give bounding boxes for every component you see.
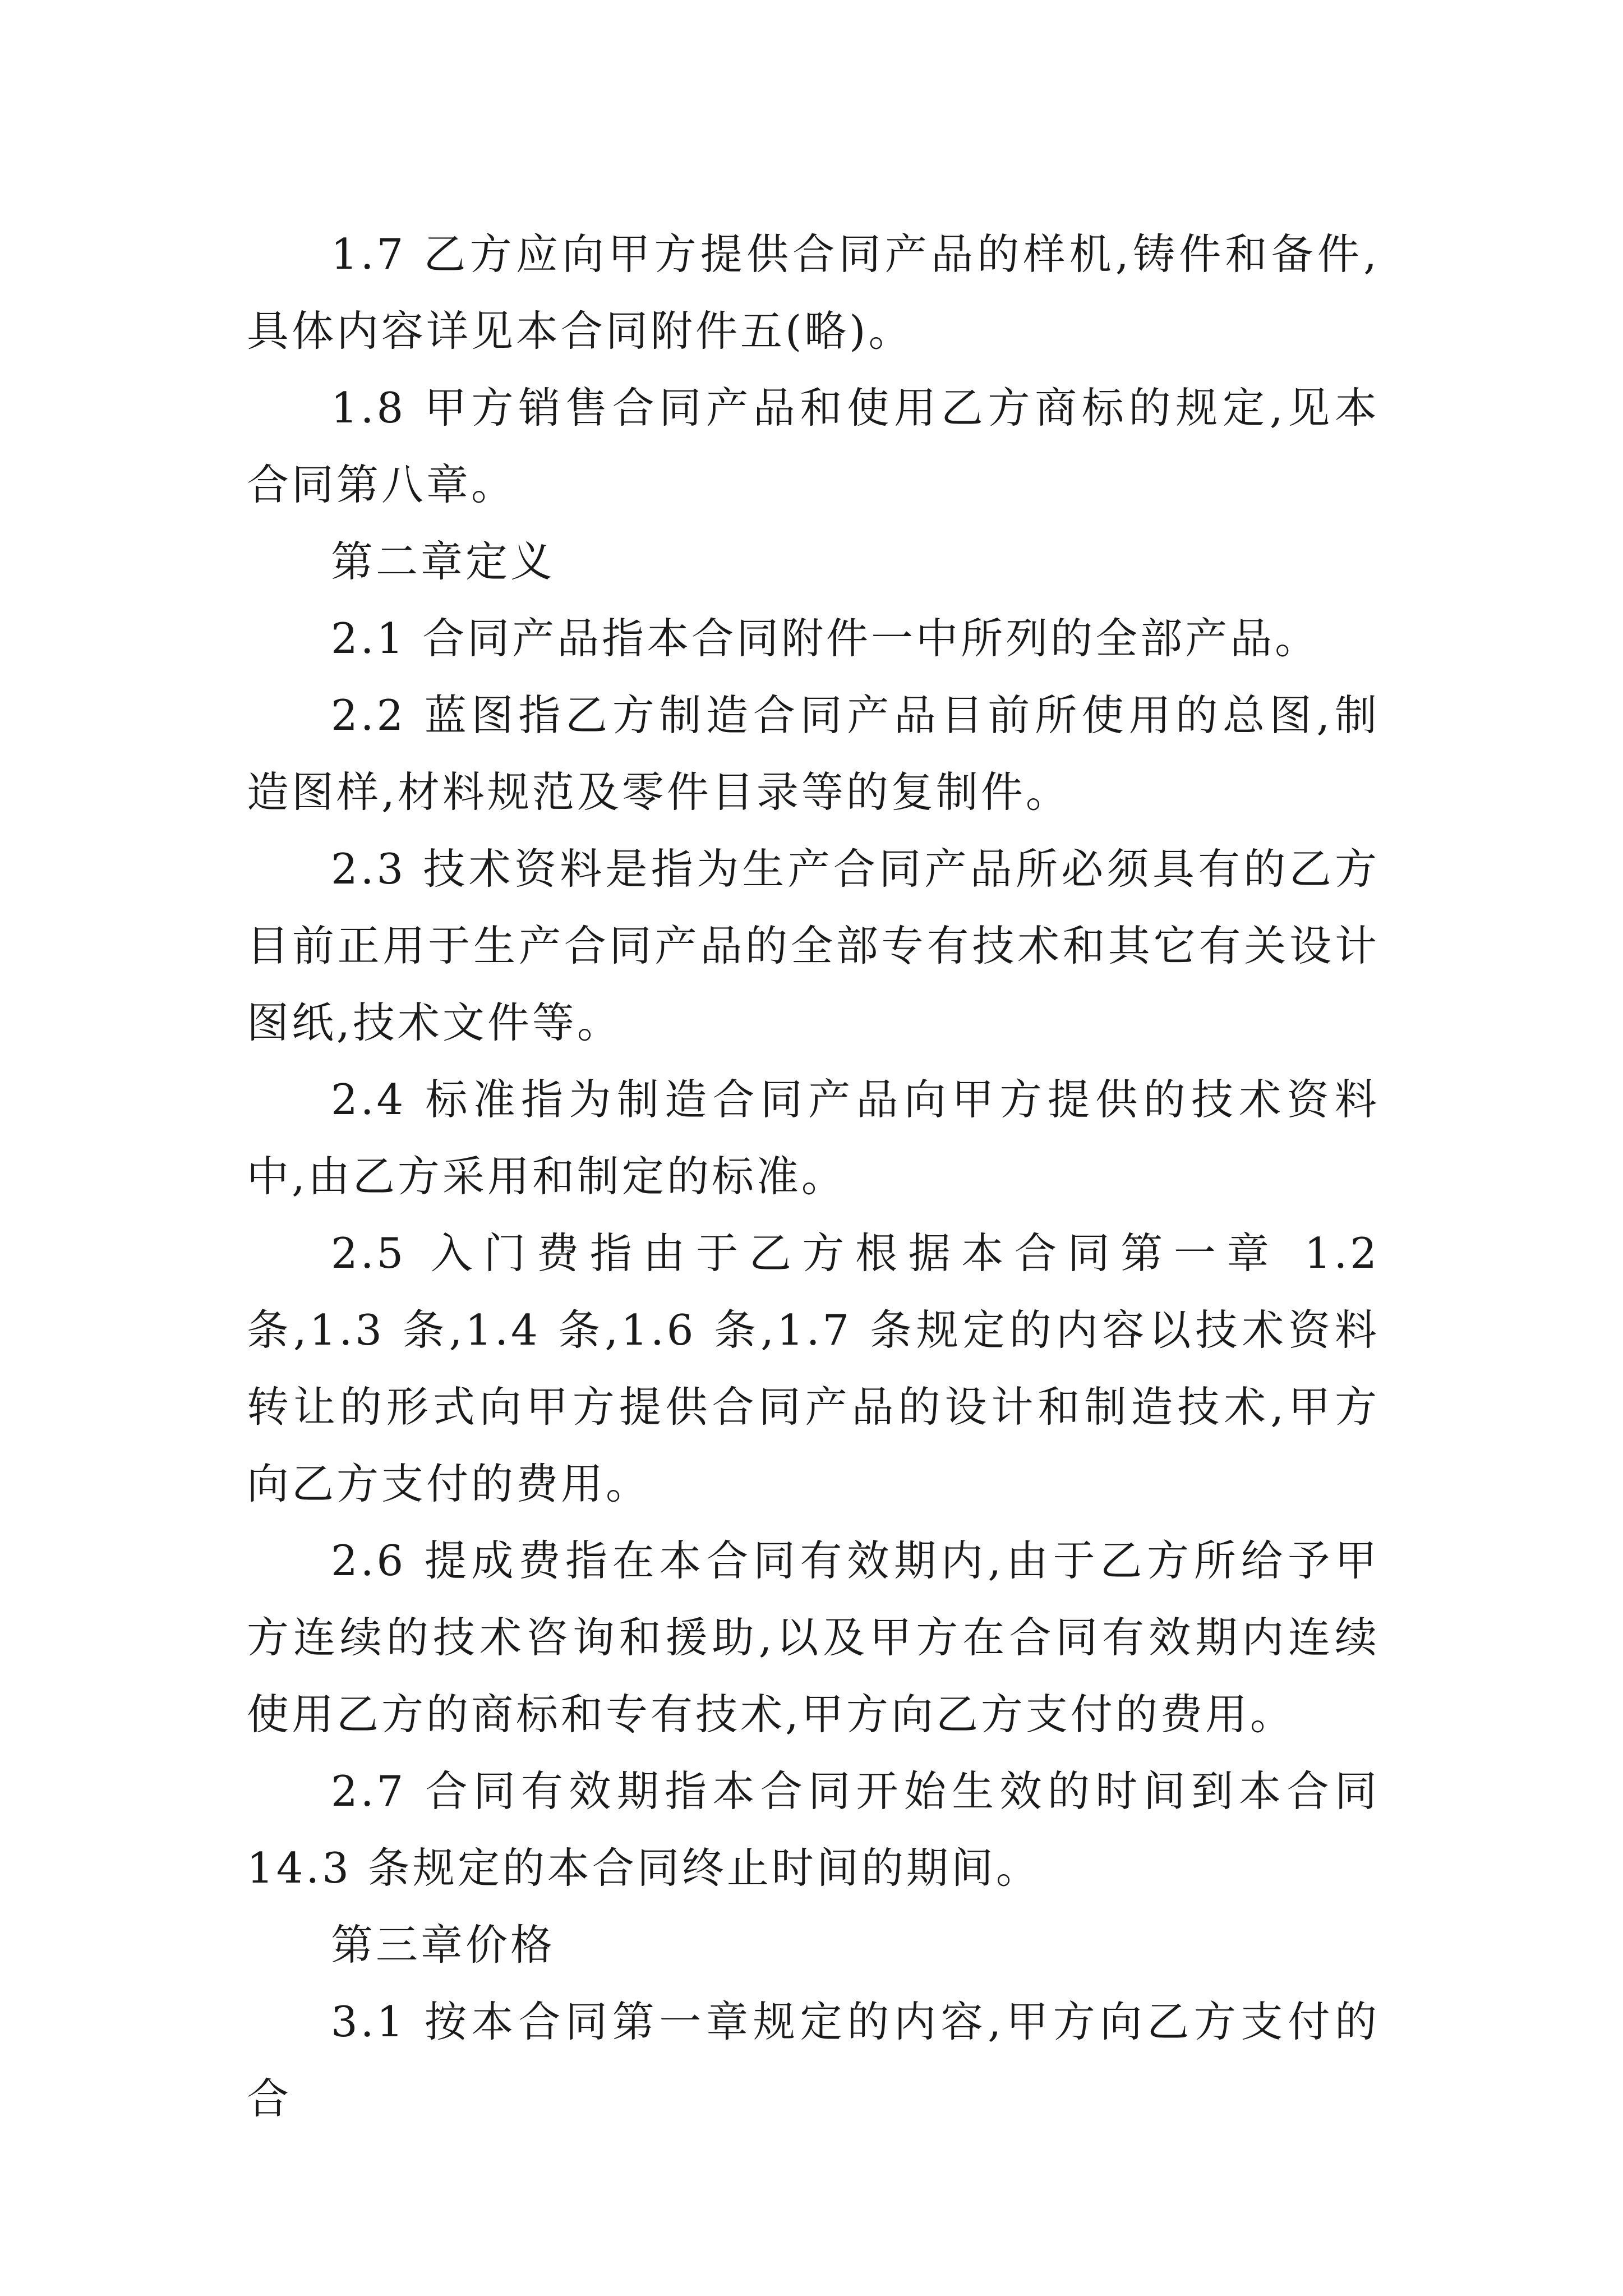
clause-2-6: 2.6 提成费指在本合同有效期内,由于乙方所给予甲方连续的技术咨询和援助,以及甲方在合同有效期内连续使用乙方的商标和专有技术,甲方向乙方支付的费用。: [247, 1536, 1380, 1739]
clause-2-3: 2.3 技术资料是指为生产合同产品所必须具有的乙方目前正用于生产合同产品的全部专有技术和其它有关设计图纸,技术文件等。: [247, 844, 1380, 1047]
clause-2-5: 2.5 入门费指由于乙方根据本合同第一章 1.2 条,1.3 条,1.4 条,1.6 条,1.7 条规定的内容以技术资料转让的形式向甲方提供合同产品的设计和制造技术,甲方向乙方支付的费用。: [247, 1228, 1380, 1508]
clause-2-1: 2.1 合同产品指本合同附件一中所列的全部产品。: [331, 614, 1320, 663]
document-body: [247, 216, 1380, 2137]
clause-1-7: 1.7 乙方应向甲方提供合同产品的样机,铸件和备件,具体内容详见本合同附件五(略)。: [247, 229, 1380, 356]
clause-2-4: 2.4 标准指为制造合同产品向甲方提供的技术资料中,由乙方采用和制定的标准。: [247, 1075, 1380, 1201]
chapter-3-heading: 第三章价格: [331, 1920, 556, 1970]
chapter-2-heading: 第二章定义: [331, 537, 556, 586]
clause-1-8: 1.8 甲方销售合同产品和使用乙方商标的规定,见本合同第八章。: [247, 383, 1380, 509]
clause-3-1: 3.1 按本合同第一章规定的内容,甲方向乙方支付的合: [247, 1997, 1380, 2123]
clause-2-2: 2.2 蓝图指乙方制造合同产品目前所使用的总图,制造图样,材料规范及零件目录等的复制件。: [247, 691, 1380, 817]
clause-2-7: 2.7 合同有效期指本合同开始生效的时间到本合同 14.3 条规定的本合同终止时间的期间。: [247, 1766, 1380, 1893]
